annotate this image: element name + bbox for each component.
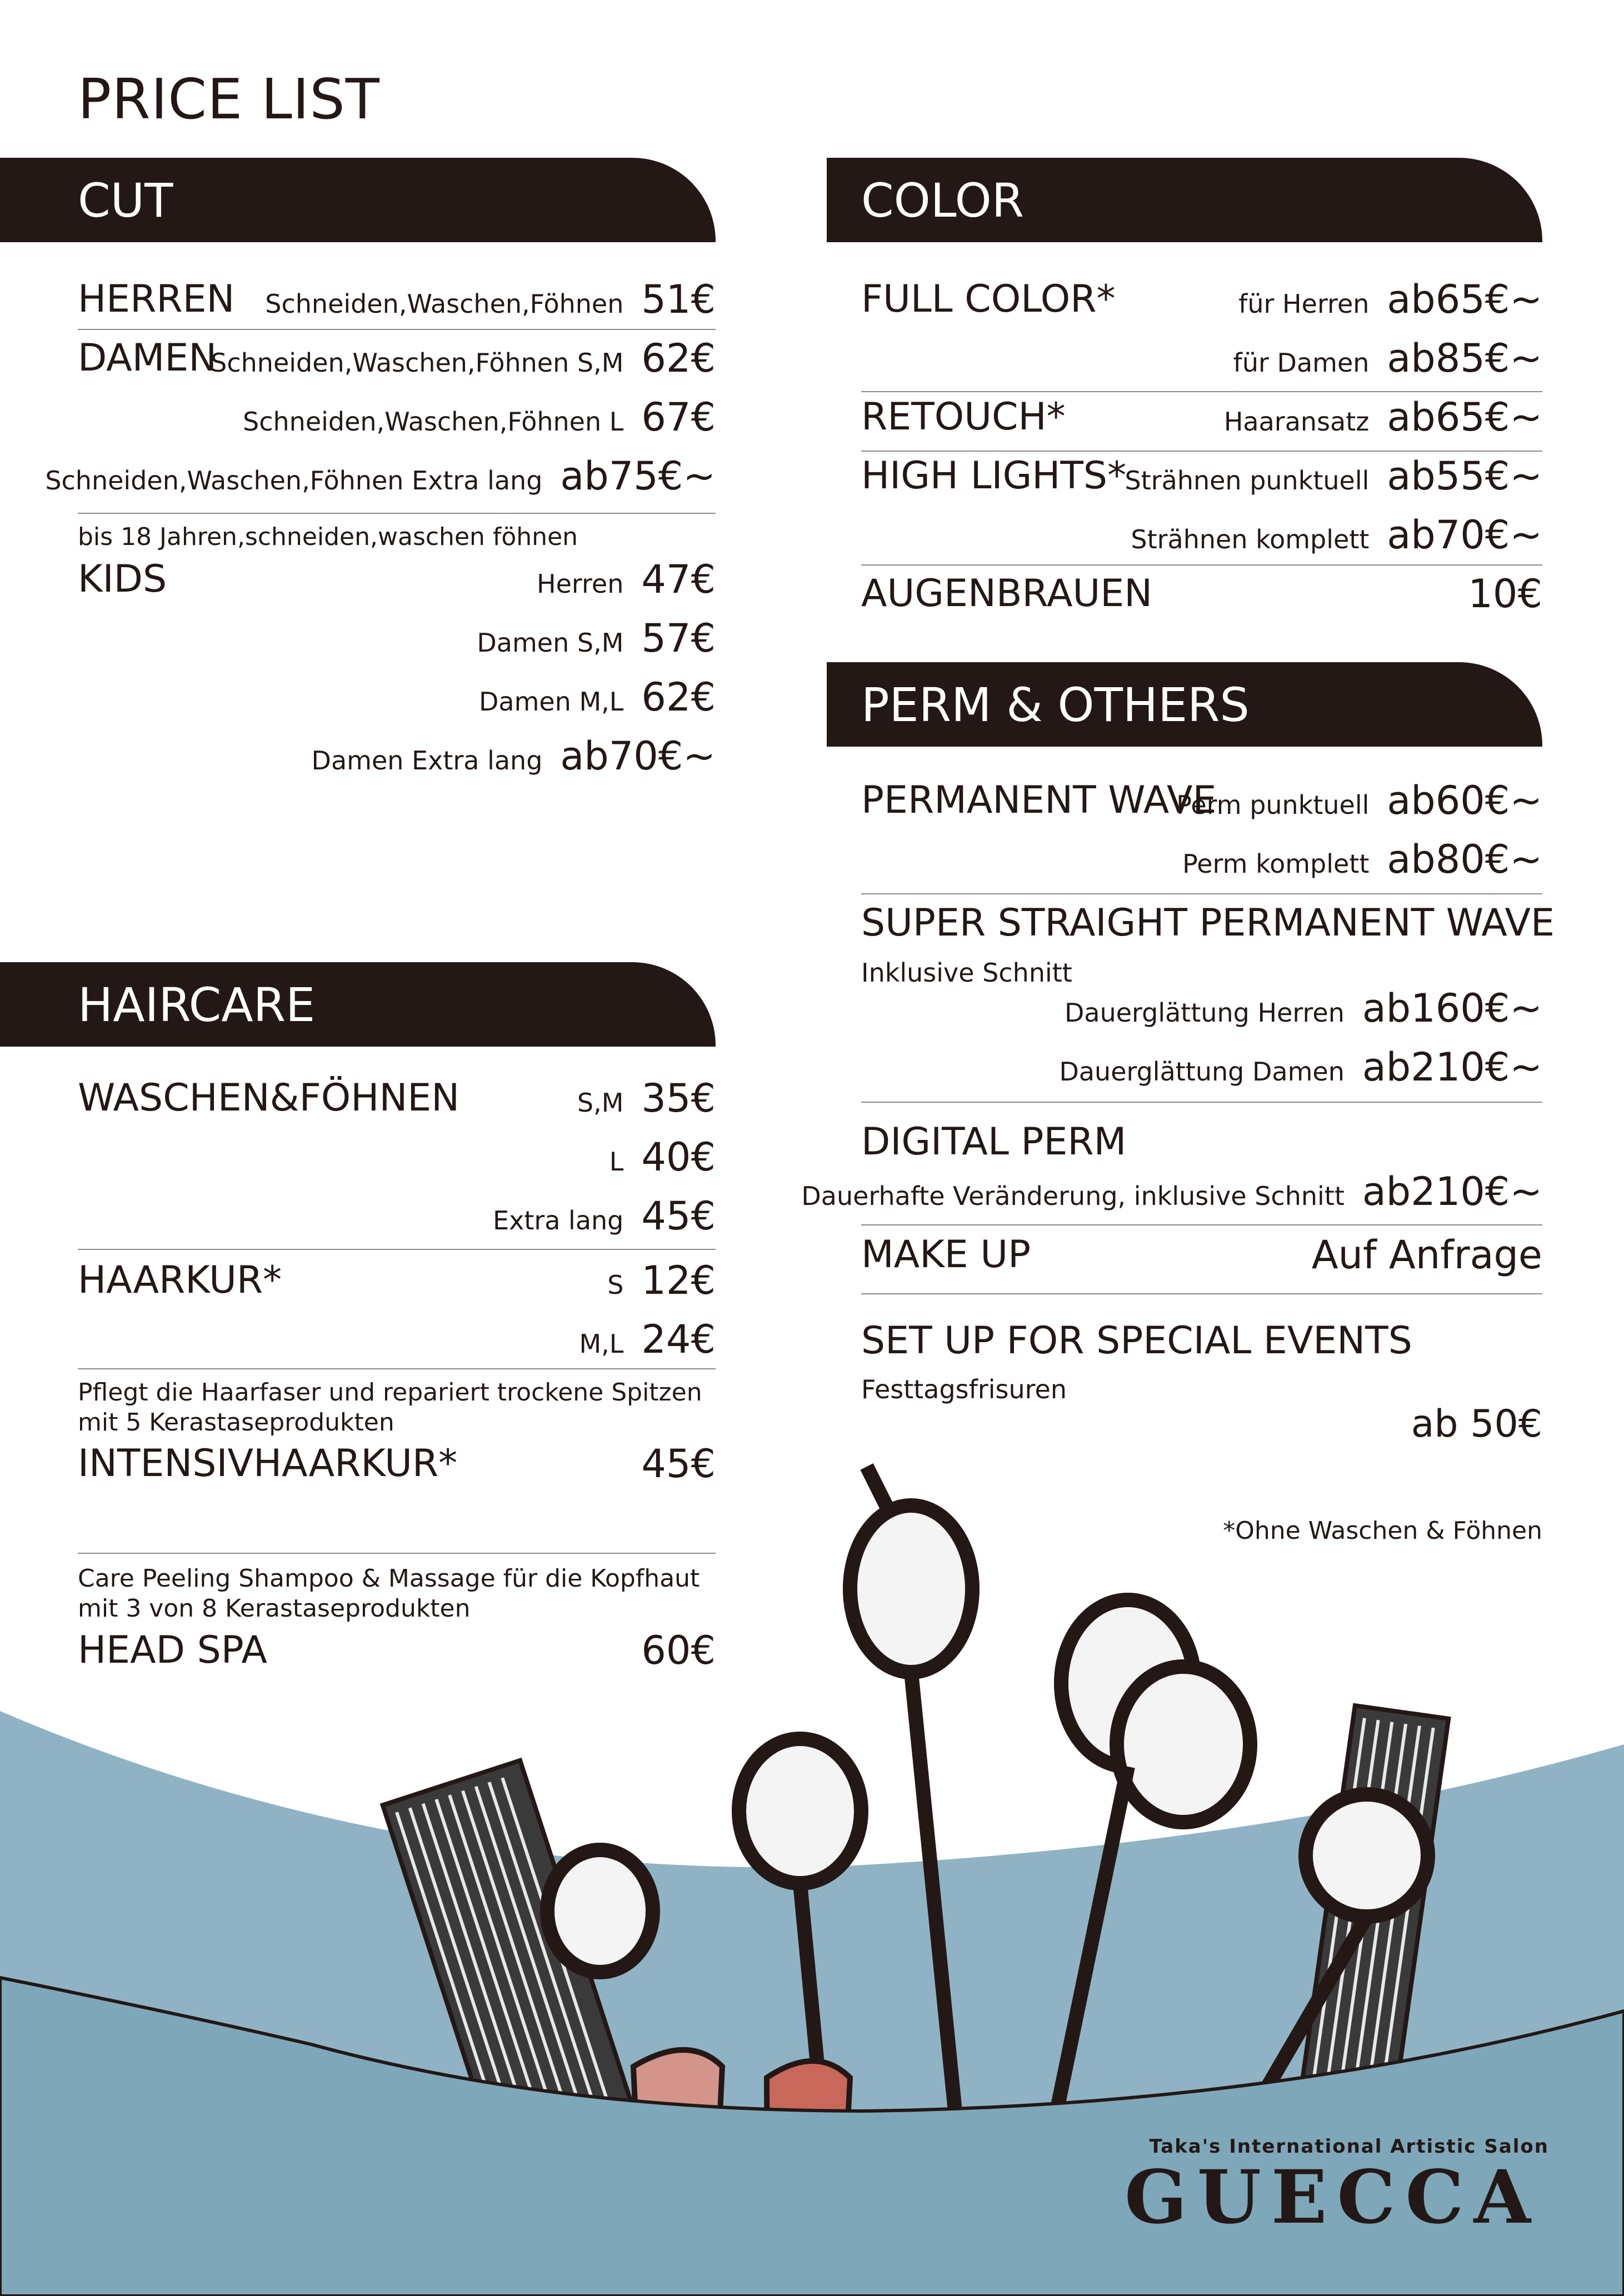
- service-name: MAKE UP: [861, 1233, 1031, 1277]
- service-price: 67€: [641, 394, 716, 440]
- section-header-cut: [0, 158, 716, 242]
- service-name-super-straight: SUPER STRAIGHT PERMANENT WAVE: [861, 901, 1555, 945]
- price-row: [78, 611, 716, 667]
- service-price: 45€: [641, 1193, 716, 1239]
- service-desc: Perm punktuell: [1176, 790, 1370, 820]
- divider: [861, 564, 1542, 566]
- service-desc: Strähnen punktuell: [1125, 466, 1370, 496]
- service-price: ab55€~: [1387, 453, 1542, 499]
- section-title-haircare: HAIRCARE: [78, 978, 316, 1032]
- service-desc: Dauerhafte Veränderung, inklusive Schnitt: [801, 1181, 1345, 1211]
- note-line: Pflegt die Haarfaser und repariert trockene Spitzen: [78, 1378, 702, 1407]
- price-row: [861, 832, 1542, 888]
- service-desc: S,M: [577, 1088, 624, 1118]
- service-price: ab65€~: [1387, 277, 1542, 322]
- service-desc: Damen Extra lang: [311, 746, 543, 776]
- service-price: ab210€~: [1362, 1169, 1542, 1214]
- price-row-herren: [78, 272, 716, 328]
- service-price: ab85€~: [1387, 336, 1542, 381]
- note-line: Care Peeling Shampoo & Massage für die Kopfhaut: [78, 1564, 700, 1593]
- service-desc: M,L: [579, 1329, 624, 1359]
- section-header-perm: [827, 662, 1542, 747]
- service-desc: Schneiden,Waschen,Föhnen Extra lang: [45, 466, 543, 496]
- page-title: PRICE LIST: [78, 67, 380, 132]
- service-price: ab160€~: [1362, 986, 1542, 1031]
- service-price: ab75€~: [560, 453, 716, 499]
- price-row-haarkur: [78, 1253, 716, 1309]
- price-row: [801, 1164, 1542, 1220]
- service-price: 60€: [641, 1628, 716, 1673]
- price-row-augenbrauen: [861, 567, 1542, 622]
- service-name: INTENSIVHAARKUR*: [78, 1442, 458, 1485]
- service-desc: für Herren: [1238, 289, 1370, 319]
- service-price: ab60€~: [1387, 778, 1542, 823]
- service-desc: für Damen: [1233, 348, 1370, 378]
- section-header-color: [827, 158, 1542, 242]
- service-desc: Dauerglättung Damen: [1059, 1057, 1345, 1087]
- price-row: [45, 449, 716, 504]
- service-name-special-events: SET UP FOR SPECIAL EVENTS: [861, 1319, 1412, 1363]
- service-desc: Schneiden,Waschen,Föhnen: [265, 289, 624, 319]
- service-price: ab210€~: [1362, 1044, 1542, 1090]
- service-name: PERMANENT WAVE: [861, 778, 1217, 822]
- service-desc: Schneiden,Waschen,Föhnen S,M: [211, 348, 624, 378]
- divider: [861, 1293, 1542, 1294]
- divider: [861, 1102, 1542, 1103]
- service-price: 35€: [641, 1076, 716, 1121]
- service-price: 45€: [641, 1441, 716, 1487]
- brand-logo: GUECCA: [1125, 2154, 1541, 2240]
- service-name: HIGH LIGHTS*: [861, 454, 1127, 498]
- price-row: [861, 508, 1542, 563]
- price-row: [78, 1189, 716, 1244]
- price-row: [78, 670, 716, 726]
- price-row-permanent-wave: [861, 773, 1542, 829]
- price-row-kids: [78, 552, 716, 608]
- price-row: [78, 729, 716, 784]
- service-price: ab70€~: [560, 733, 716, 779]
- price-row: [861, 981, 1542, 1037]
- divider: [78, 1368, 716, 1369]
- divider: [78, 329, 716, 330]
- divider: [78, 1249, 716, 1250]
- service-desc: Herren: [537, 569, 624, 599]
- service-price: Auf Anfrage: [1311, 1232, 1542, 1278]
- service-price: 62€: [641, 336, 716, 381]
- service-desc: Strähnen komplett: [1131, 524, 1370, 554]
- service-desc: Perm komplett: [1182, 849, 1370, 879]
- service-sub: Festtagsfrisuren: [861, 1374, 1067, 1404]
- note-line: mit 3 von 8 Kerastaseprodukten: [78, 1594, 471, 1623]
- service-desc: Damen S,M: [477, 628, 624, 658]
- price-row-retouch: [861, 390, 1542, 446]
- service-desc: L: [609, 1147, 624, 1177]
- price-row: [78, 1312, 716, 1368]
- service-desc: Haaransatz: [1223, 407, 1370, 437]
- price-row: [78, 390, 716, 446]
- service-desc: S: [607, 1270, 624, 1300]
- service-name: KIDS: [78, 557, 167, 601]
- service-price: 24€: [641, 1317, 716, 1362]
- service-note: bis 18 Jahren,schneiden,waschen föhnen: [78, 523, 578, 551]
- section-header-haircare: [0, 962, 716, 1047]
- section-title-color: COLOR: [861, 173, 1025, 228]
- service-price: ab70€~: [1387, 512, 1542, 558]
- price-row-make-up: [861, 1228, 1542, 1283]
- divider: [861, 1224, 1542, 1225]
- service-price: 62€: [641, 674, 716, 720]
- service-desc: Dauerglättung Herren: [1064, 998, 1345, 1028]
- service-name: HERREN: [78, 277, 235, 321]
- service-desc: Extra lang: [493, 1205, 624, 1235]
- service-price-special-events: ab 50€: [1411, 1402, 1542, 1446]
- service-desc: Damen M,L: [478, 687, 624, 717]
- service-price: 51€: [641, 277, 716, 322]
- service-name: AUGENBRAUEN: [861, 572, 1153, 616]
- price-row-high-lights: [861, 449, 1542, 504]
- price-row-waschen: [78, 1071, 716, 1127]
- divider: [78, 513, 716, 514]
- brand-tagline: Taka's International Artistic Salon: [1149, 2135, 1549, 2158]
- divider: [861, 893, 1542, 894]
- service-price: ab65€~: [1387, 394, 1542, 440]
- price-row: [861, 331, 1542, 387]
- service-price: 47€: [641, 557, 716, 602]
- service-name: DAMEN: [78, 336, 217, 380]
- section-title-perm: PERM & OTHERS: [861, 678, 1250, 732]
- price-row-damen: [78, 331, 716, 387]
- price-row-full-color: [861, 272, 1542, 328]
- service-name: FULL COLOR*: [861, 277, 1116, 321]
- price-row: [861, 1040, 1542, 1096]
- service-price: 12€: [641, 1258, 716, 1303]
- service-sub: Inklusive Schnitt: [861, 958, 1072, 988]
- service-name: RETOUCH*: [861, 395, 1066, 439]
- service-name: HAARKUR*: [78, 1258, 282, 1302]
- note-line: mit 5 Kerastaseprodukten: [78, 1408, 394, 1437]
- service-price: ab80€~: [1387, 837, 1542, 882]
- price-row: [78, 1130, 716, 1185]
- section-title-cut: CUT: [78, 173, 173, 228]
- footnote: *Ohne Waschen & Föhnen: [1223, 1517, 1542, 1545]
- service-name: WASCHEN&FÖHNEN: [78, 1076, 460, 1120]
- service-price: 57€: [641, 616, 716, 661]
- service-name-digital-perm: DIGITAL PERM: [861, 1120, 1127, 1164]
- service-price: 10€: [1468, 571, 1542, 617]
- service-price: 40€: [641, 1134, 716, 1180]
- service-name: HEAD SPA: [78, 1628, 267, 1672]
- service-desc: Schneiden,Waschen,Föhnen L: [243, 407, 624, 437]
